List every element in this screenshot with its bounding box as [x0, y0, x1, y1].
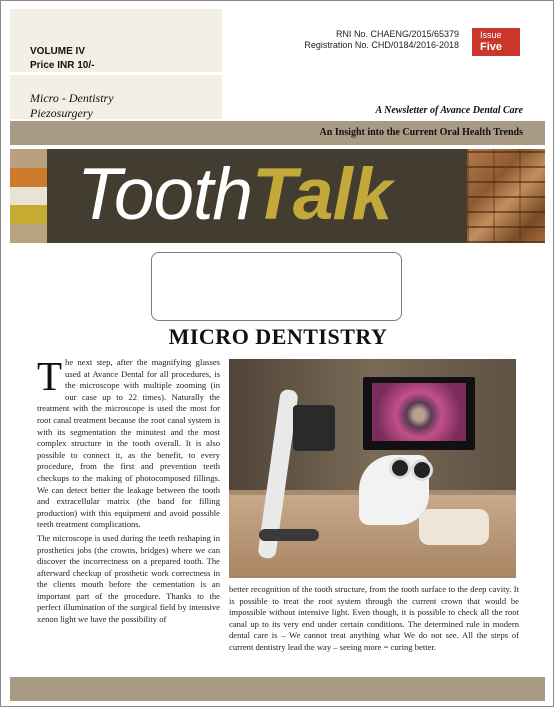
microscope-eyepiece — [389, 457, 411, 479]
issue-label: Issue — [480, 30, 502, 40]
paragraph: The microscope is used during the teeth reshaping in prosthetics jobs (the crowns, bridges) where we can discover the incorrectness on a prepared tooth. The afterward checkup of prosthetic work correctness in the clients mouth before the cementation is an important part of the procedure. Thanks to the perfect illumination of the surgical field by intensive xenon light we have the possibility of — [37, 532, 220, 625]
color-stripe — [10, 187, 47, 206]
empty-text-box — [151, 252, 402, 321]
volume-info-box — [10, 9, 222, 119]
tooth-on-screen — [372, 383, 466, 441]
microscope-eyepiece — [411, 459, 433, 481]
color-stripe — [10, 224, 47, 243]
registration-number: Registration No. CHD/0184/2016-2018 — [304, 40, 459, 50]
article-headline: MICRO DENTISTRY — [168, 324, 388, 349]
tagline: An Insight into the Current Oral Health Trends — [319, 127, 523, 138]
footer-band — [10, 677, 545, 701]
dental-microscope-photo — [229, 359, 516, 578]
paragraph-text: he next step, after the magnifying glasses used at Avance Dental for all procedures, is the microscope with multiple zooming (in our case up to 22 times). Naturally the treatment with the microscope is used the most for root canal treatment because the root canal system is with its segmentation the minutest and the most complex structure in the tooth overall. It is also possible to connect it, as the benefit, to every procedure, from the first and prevention teeth checkups to the making of photocomposed fillings. We can detect better the leakage between the tooth and extracellular matrix (the band for filling production) with this equipment and avoid possible teeth treatment complications. — [37, 357, 220, 530]
article-left-column — [37, 353, 220, 627]
paragraph — [37, 353, 220, 531]
volume-label: VOLUME IV — [30, 46, 86, 57]
masthead-color-stripes — [10, 149, 47, 243]
newsletter-subtitle: A Newsletter of Avance Dental Care — [375, 105, 523, 116]
topic-piezosurgery: Piezosurgery — [30, 106, 93, 120]
stone-wall-image — [467, 149, 545, 243]
logo-word-talk: Talk — [251, 154, 392, 235]
dental-unit — [419, 509, 489, 545]
masthead-logo-panel — [47, 149, 467, 243]
color-stripe — [10, 149, 47, 168]
price-label: Price INR 10/- — [30, 60, 95, 71]
logo-word-tooth: Tooth — [77, 154, 252, 235]
article-bottom-text: better recognition of the tooth structure, from the tooth surface to the deep cavity. It is possible to treat the root system through the current crown that would be impossible without intensive light. Even though, it is possible to check all the root canal up to its very end under certain conditions. The determined rule in modern dental care is – We cannot treat anything what We do not see. All the steps of current dentistry lead the way – seeing more = curing better. — [229, 584, 519, 652]
tagline-band — [10, 121, 545, 145]
lamp-base — [259, 529, 319, 541]
tooth-talk-logo — [77, 151, 391, 239]
color-stripe — [10, 205, 47, 224]
drop-cap: T — [37, 353, 63, 399]
issue-number: Five — [480, 41, 503, 53]
rni-number: RNI No. CHAENG/2015/65379 — [335, 29, 459, 39]
camera-icon — [293, 405, 335, 451]
issue-badge — [472, 28, 520, 56]
divider — [10, 72, 222, 75]
color-stripe — [10, 168, 47, 187]
topic-micro-dentistry: Micro - Dentistry — [30, 91, 114, 105]
